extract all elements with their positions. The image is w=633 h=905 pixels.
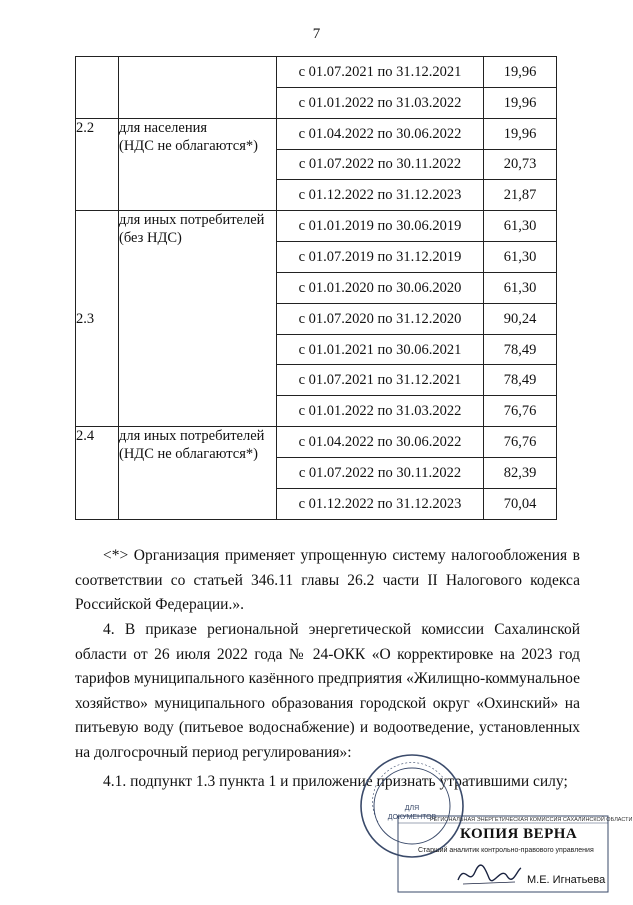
period-cell: с 01.04.2022 по 30.06.2022: [277, 427, 484, 458]
table-row: [76, 211, 557, 242]
period-cell: с 01.07.2021 по 31.12.2021: [277, 365, 484, 396]
consumer-cell: [119, 57, 277, 119]
page-number: 7: [312, 26, 321, 42]
consumer-cell: [119, 211, 277, 427]
consumer-label: для иных потребителей: [119, 212, 265, 229]
period-cell: с 01.01.2021 по 30.06.2021: [277, 334, 484, 365]
consumer-cell: [119, 118, 277, 211]
tariff-value-cell: 20,73: [484, 149, 557, 180]
footnote-paragraph: <*> Организация применяет упрощенную систему налогообложения в соответствии со статьей 346.11 главы 26.2 части II Налогового кодекса Российской Федерации.».: [75, 547, 580, 613]
tariff-value-cell: 70,04: [484, 488, 557, 519]
row-number-cell: [76, 57, 119, 119]
tariff-value-cell: 82,39: [484, 457, 557, 488]
signature-icon: [455, 858, 523, 888]
tariff-value-cell: 61,30: [484, 242, 557, 273]
tariff-value-cell: 19,96: [484, 118, 557, 149]
table-row: [76, 427, 557, 458]
paragraph-4-1: 4.1. подпункт 1.3 пункта 1 и приложение признать утратившими силу;: [103, 773, 568, 790]
consumer-label: для иных потребителей: [119, 428, 265, 445]
tariff-value-cell: 90,24: [484, 303, 557, 334]
tariff-value-cell: 21,87: [484, 180, 557, 211]
stamp-org-line: РЕГИОНАЛЬНАЯ ЭНЕРГЕТИЧЕСКАЯ КОМИССИЯ САХАЛИНСКОЙ ОБЛАСТИ: [430, 817, 633, 823]
svg-text:ДОКУМЕНТОВ: ДОКУМЕНТОВ: [387, 814, 437, 821]
row-number-cell: 2.4: [76, 427, 119, 520]
row-number-cell: 2.2: [76, 118, 119, 211]
period-cell: с 01.07.2021 по 31.12.2021: [277, 57, 484, 88]
table-row: [76, 57, 557, 88]
paragraph-4: 4. В приказе региональной энергетической комиссии Сахалинской области от 26 июля 2022 года № 24-ОКК «О корректировке на 2023 год тарифов муниципального казённого предприятия «Жилищно-коммунальное хозяйство» муниципального образования городской округ «Охинский» на питьевую воду (питьевое водоснабжение) и водоотведение, установленных на долгосрочный период регулирования»:: [75, 621, 580, 761]
period-cell: с 01.01.2020 по 30.06.2020: [277, 272, 484, 303]
tariff-value-cell: 76,76: [484, 427, 557, 458]
stamp-signer-name: М.Е. Игнатьева: [527, 874, 606, 886]
period-cell: с 01.07.2022 по 30.11.2022: [277, 457, 484, 488]
stamp-position: Старший аналитик контрольно-правового управления: [418, 847, 594, 854]
table-row: [76, 118, 557, 149]
tariff-table: [75, 56, 557, 520]
period-cell: с 01.12.2022 по 31.12.2023: [277, 180, 484, 211]
tariff-value-cell: 61,30: [484, 211, 557, 242]
tariff-value-cell: 76,76: [484, 396, 557, 427]
row-number-cell: 2.3: [76, 211, 119, 427]
vat-note: (без НДС): [119, 230, 182, 247]
period-cell: с 01.12.2022 по 31.12.2023: [277, 488, 484, 519]
stamp-title: КОПИЯ ВЕРНА: [460, 826, 578, 842]
period-cell: с 01.01.2022 по 31.03.2022: [277, 87, 484, 118]
period-cell: с 01.07.2022 по 30.11.2022: [277, 149, 484, 180]
period-cell: с 01.01.2019 по 30.06.2019: [277, 211, 484, 242]
tariff-value-cell: 78,49: [484, 365, 557, 396]
period-cell: с 01.01.2022 по 31.03.2022: [277, 396, 484, 427]
svg-text:ДЛЯ: ДЛЯ: [404, 805, 420, 812]
tariff-value-cell: 19,96: [484, 57, 557, 88]
period-cell: с 01.07.2019 по 31.12.2019: [277, 242, 484, 273]
tariff-value-cell: 78,49: [484, 334, 557, 365]
consumer-label: для населения: [119, 119, 208, 136]
vat-note: (НДС не облагаются*): [119, 137, 258, 154]
tariff-value-cell: 61,30: [484, 272, 557, 303]
period-cell: с 01.07.2020 по 31.12.2020: [277, 303, 484, 334]
period-cell: с 01.04.2022 по 30.06.2022: [277, 118, 484, 149]
tariff-value-cell: 19,96: [484, 87, 557, 118]
consumer-cell: [119, 427, 277, 520]
vat-note: (НДС не облагаются*): [119, 446, 258, 463]
